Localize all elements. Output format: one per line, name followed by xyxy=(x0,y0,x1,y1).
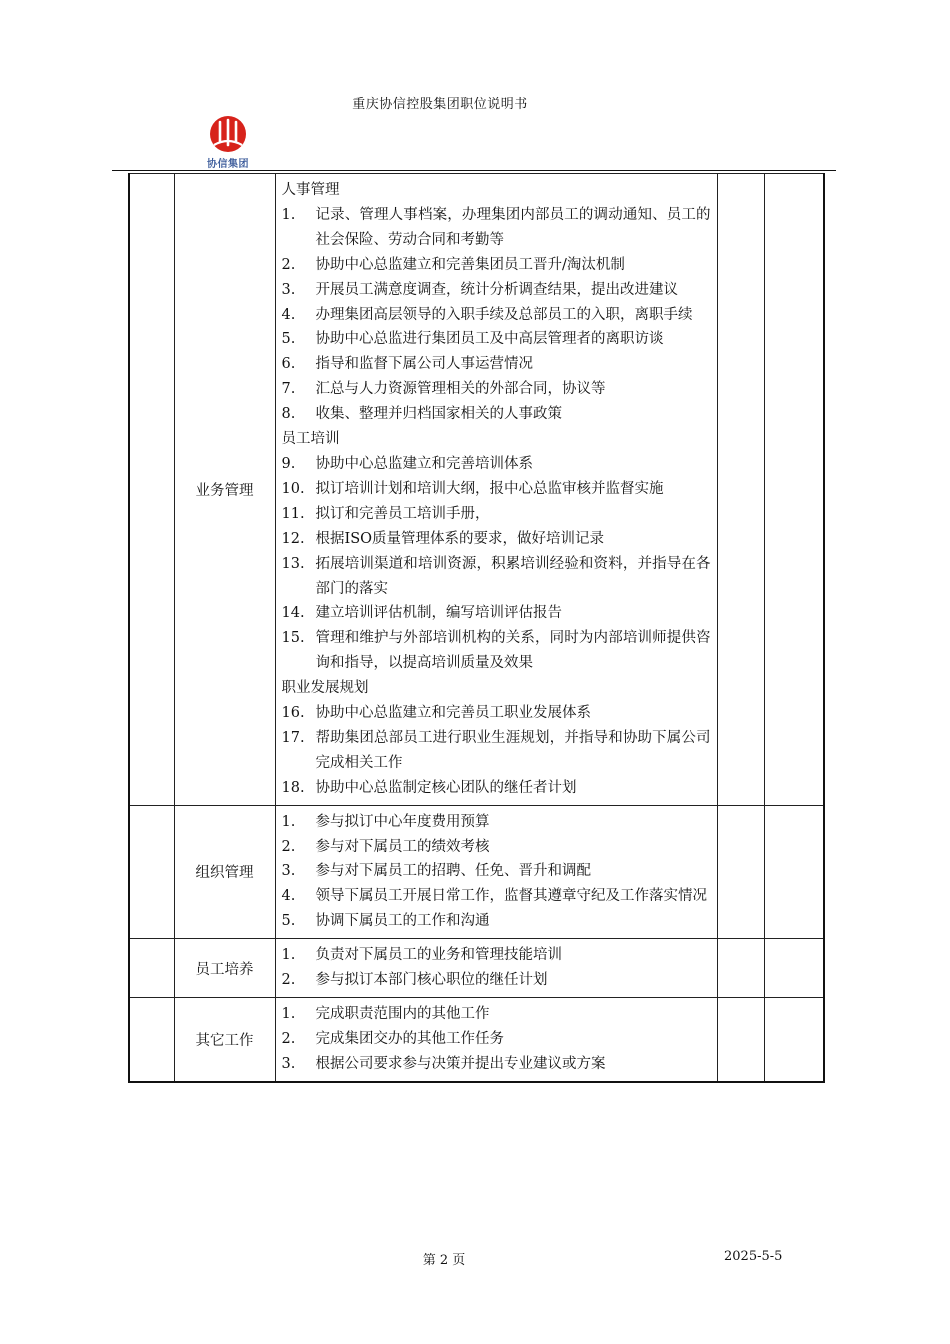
duty-item xyxy=(282,1002,711,1027)
duty-item xyxy=(282,968,711,993)
duty-item-text: 协助中心总监建立和完善培训体系 xyxy=(315,455,533,472)
duty-item-number: 10. xyxy=(281,480,305,497)
duty-table xyxy=(128,173,825,1083)
duty-category: 组织管理 xyxy=(174,805,275,939)
duty-item-number: 1. xyxy=(281,813,296,830)
logo-emblem-icon xyxy=(200,115,256,155)
duty-item-text: 帮助集团总部员工进行职业生涯规划，并指导和协助下属公司完成相关工作 xyxy=(315,729,711,771)
duty-item-text: 拟订培训计划和培训大纲，报中心总监审核并监督实施 xyxy=(315,480,664,497)
blank-right-cell xyxy=(764,939,824,998)
duty-item-number: 17. xyxy=(281,729,305,746)
blank-left-cell xyxy=(129,174,174,806)
duty-item-text: 领导下属员工开展日常工作，监督其遵章守纪及工作落实情况 xyxy=(315,888,707,905)
duty-item-number: 9. xyxy=(281,455,296,472)
document-title: 重庆协信控股集团职位说明书 xyxy=(352,97,528,112)
blank-right-cell xyxy=(764,174,824,806)
duty-item-text: 指导和监督下属公司人事运营情况 xyxy=(315,356,533,373)
duty-item-text: 协助中心总监建立和完善集团员工晋升/淘汰机制 xyxy=(315,256,625,273)
duty-item-text: 根据公司要求参与决策并提出专业建议或方案 xyxy=(315,1055,606,1072)
duty-item xyxy=(282,601,711,626)
blank-right-cell xyxy=(764,805,824,939)
duty-item-number: 3. xyxy=(281,863,296,880)
duty-item-number: 1. xyxy=(281,1006,296,1022)
duty-item xyxy=(282,776,711,801)
blank-left-cell xyxy=(129,805,174,939)
duty-item-text: 负责对下属员工的业务和管理技能培训 xyxy=(315,947,562,964)
duty-group-heading: 人事管理 xyxy=(281,182,340,198)
duty-item-number: 2. xyxy=(281,838,296,855)
document-date: 2025-5-5 xyxy=(724,1249,783,1264)
duty-item xyxy=(282,884,711,909)
blank-right-cell xyxy=(717,174,764,806)
duty-section-row xyxy=(129,174,824,806)
duty-item-text: 参与拟订中心年度费用预算 xyxy=(315,813,490,830)
duty-category: 其它工作 xyxy=(174,998,275,1082)
duty-item xyxy=(282,477,711,502)
duty-item-number: 14. xyxy=(281,605,305,622)
duty-item-number: 12. xyxy=(281,530,305,547)
duty-item xyxy=(282,253,711,278)
duty-item-text: 办理集团高层领导的入职手续及总部员工的入职，离职手续 xyxy=(315,306,693,323)
duty-item xyxy=(282,909,711,934)
duty-content xyxy=(275,805,717,939)
duty-item-number: 1. xyxy=(281,947,296,964)
duty-section-row xyxy=(129,805,824,939)
company-logo xyxy=(200,115,256,170)
duty-item-text: 协助中心总监制定核心团队的继任者计划 xyxy=(315,779,577,796)
duty-content xyxy=(275,998,717,1082)
duty-item-text: 参与对下属员工的绩效考核 xyxy=(315,838,490,855)
blank-left-cell xyxy=(129,998,174,1082)
duty-section-row xyxy=(129,939,824,998)
duty-item xyxy=(282,810,711,835)
duty-item-number: 2. xyxy=(281,972,296,989)
duty-item-text: 拓展培训渠道和培训资源，积累培训经验和资料，并指导在各部门的落实 xyxy=(315,555,711,597)
duty-content xyxy=(275,939,717,998)
duty-item-number: 4. xyxy=(281,888,296,905)
duty-item xyxy=(282,859,711,884)
duty-item xyxy=(282,377,711,402)
duty-item-number: 8. xyxy=(281,406,296,423)
duty-item xyxy=(282,278,711,303)
duty-item-text: 汇总与人力资源管理相关的外部合同，协议等 xyxy=(315,381,606,398)
duty-category: 员工培养 xyxy=(174,939,275,998)
duty-item-text: 完成集团交办的其他工作任务 xyxy=(315,1030,504,1047)
duty-item-text: 收集、整理并归档国家相关的人事政策 xyxy=(315,406,562,423)
duty-item-number: 11. xyxy=(281,505,305,522)
duty-item-text: 完成职责范围内的其他工作 xyxy=(315,1006,490,1022)
duty-item xyxy=(282,835,711,860)
blank-left-cell xyxy=(129,939,174,998)
duty-item xyxy=(282,203,711,253)
duty-item-number: 13. xyxy=(281,555,305,572)
duty-item xyxy=(282,943,711,968)
duty-item-number: 7. xyxy=(281,381,296,398)
duty-item-number: 3. xyxy=(281,281,296,298)
duty-item-number: 4. xyxy=(281,306,296,323)
duty-item-text: 管理和维护与外部培训机构的关系，同时为内部培训师提供咨询和指导，以提高培训质量及效果 xyxy=(315,630,711,672)
duty-item-text: 记录、管理人事档案，办理集团内部员工的调动通知、员工的社会保险、劳动合同和考勤等 xyxy=(315,206,711,248)
duty-item-number: 3. xyxy=(281,1055,296,1072)
duty-item-number: 6. xyxy=(281,356,296,373)
duty-item-text: 协助中心总监进行集团员工及中高层管理者的离职访谈 xyxy=(315,331,664,348)
duty-item-text: 协助中心总监建立和完善员工职业发展体系 xyxy=(315,705,591,722)
duty-item-number: 2. xyxy=(281,256,296,273)
duty-item xyxy=(282,303,711,328)
blank-right-cell xyxy=(717,939,764,998)
duty-item-number: 15. xyxy=(281,630,305,647)
duty-item-number: 16. xyxy=(281,705,305,722)
duty-group-heading: 员工培训 xyxy=(281,431,340,448)
blank-right-cell xyxy=(764,998,824,1082)
duty-item xyxy=(282,552,711,602)
logo-text: 协信集团 xyxy=(207,159,249,170)
duty-item-text: 拟订和完善员工培训手册， xyxy=(315,505,490,522)
duty-item-text: 参与对下属员工的招聘、任免、晋升和调配 xyxy=(315,863,591,880)
duty-category: 业务管理 xyxy=(174,174,275,806)
blank-right-cell xyxy=(717,998,764,1082)
duty-item-number: 18. xyxy=(281,779,305,796)
duty-item xyxy=(282,1027,711,1052)
duty-content xyxy=(275,174,717,806)
page-number: 第 2 页 xyxy=(422,1253,466,1268)
duty-item-text: 建立培训评估机制，编写培训评估报告 xyxy=(315,605,562,622)
duty-item xyxy=(282,327,711,352)
duty-item-text: 开展员工满意度调查，统计分析调查结果，提出改进建议 xyxy=(315,281,678,298)
duty-item-number: 5. xyxy=(281,331,296,348)
duty-item xyxy=(282,701,711,726)
duty-item xyxy=(282,352,711,377)
duty-item xyxy=(282,726,711,776)
duty-item xyxy=(282,527,711,552)
header-rule xyxy=(112,170,836,171)
blank-right-cell xyxy=(717,805,764,939)
duty-item xyxy=(282,452,711,477)
duty-item xyxy=(282,626,711,676)
duty-item-number: 2. xyxy=(281,1030,296,1047)
duty-item-text: 参与拟订本部门核心职位的继任计划 xyxy=(315,972,548,989)
duty-section-row xyxy=(129,998,824,1082)
duty-item-text: 根据ISO质量管理体系的要求，做好培训记录 xyxy=(315,530,605,547)
duty-group-heading: 职业发展规划 xyxy=(281,680,369,697)
duty-item-text: 协调下属员工的工作和沟通 xyxy=(315,913,490,930)
duty-item-number: 1. xyxy=(281,206,296,223)
duty-item xyxy=(282,1052,711,1077)
duty-item xyxy=(282,402,711,427)
duty-item xyxy=(282,502,711,527)
duty-item-number: 5. xyxy=(281,913,296,930)
